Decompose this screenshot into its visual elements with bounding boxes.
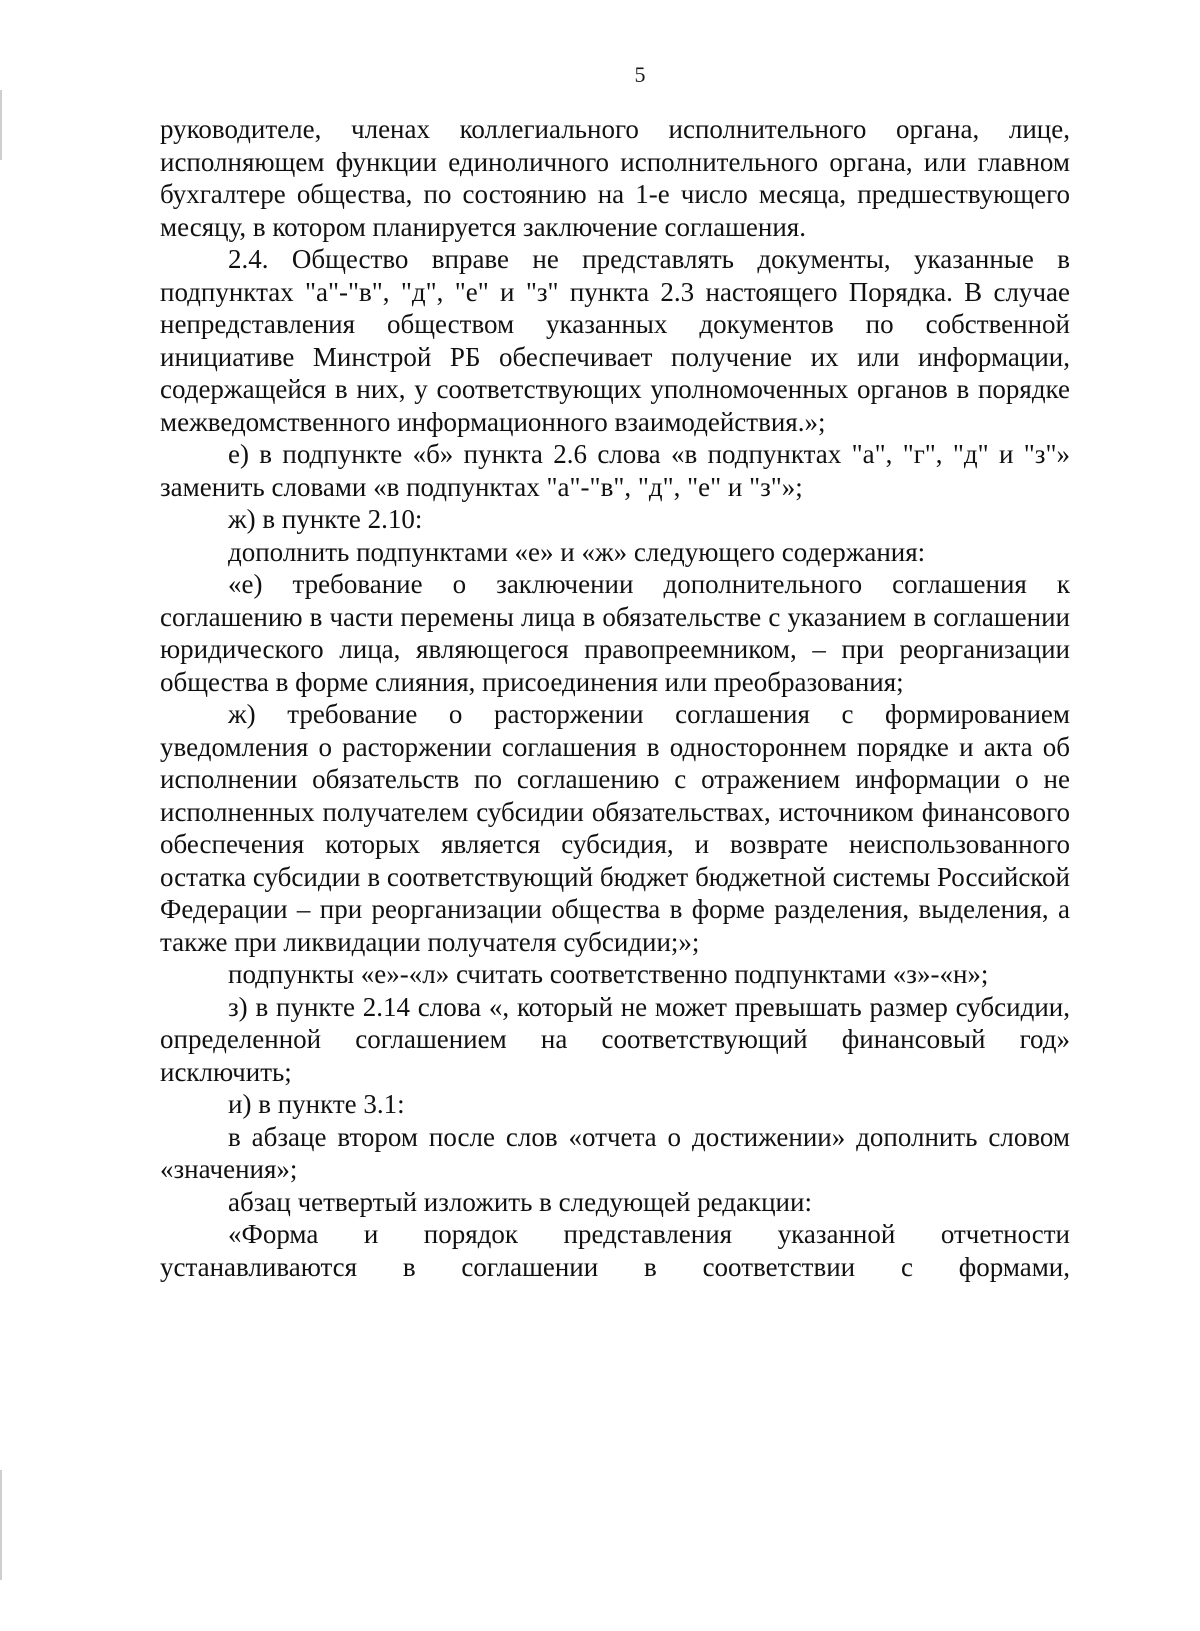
scan-edge-bottom	[0, 1470, 2, 1580]
document-body	[160, 113, 1070, 1283]
paragraph-forma: «Форма и порядок представления указанной отчетности устанавливаются в соглашении в соответствии с формами,	[160, 1219, 1070, 1282]
paragraph-abzats-4: абзац четвертый изложить в следующей редакции:	[228, 1186, 812, 1217]
paragraph-zh: ж) в пункте 2.10:	[228, 504, 423, 534]
paragraph-abzats-2: в абзаце втором после слов «отчета о достижении» дополнить словом «значения»;	[160, 1121, 1070, 1184]
paragraph-2-4: 2.4. Общество вправе не представлять документы, указанные в подпунктах "а"-"в", "д", "е" и "з" пункта 2.3 настоящего Порядка. В случае непредставления обществом указанных документов по собственной инициативе Минстрой РБ обеспечивает получение их или информации, содержащейся в них, у соответствующих уполномоченных органов в порядке межведомственного информационного взаимодействия.»;	[160, 244, 1070, 437]
paragraph-i: и) в пункте 3.1:	[228, 1089, 405, 1119]
paragraph-e: е) в подпункте «б» пункта 2.6 слова «в подпунктах "а", "г", "д" и "з"» заменить словами «в подпунктах "а"-"в", "д", "е" и "з"»;	[160, 439, 1070, 502]
scan-edge-top	[0, 90, 2, 160]
paragraph-z: з) в пункте 2.14 слова «, который не может превышать размер субсидии, определенной соглашением на соответствующий финансовый год» исключить;	[160, 991, 1070, 1087]
paragraph-renumber: подпункты «е»-«л» считать соответственно подпунктами «з»-«н»;	[228, 959, 989, 989]
page-number: 5	[634, 62, 646, 87]
paragraph-continuation: руководителе, членах коллегиального исполнительного органа, лице, исполняющем функции единоличного исполнительного органа, или главном бухгалтере общества, по состоянию на 1-е число месяца, предшествующего месяцу, в котором планируется заключение соглашения.	[160, 114, 1070, 242]
paragraph-add-subitems: дополнить подпунктами «е» и «ж» следующего содержания:	[228, 536, 926, 567]
paragraph-subitem-zh: ж) требование о расторжении соглашения с формированием уведомления о расторжении соглашения в одностороннем порядке и акта об исполнении обязательств по соглашению с отражением информации о не исполненных получателем субсидии обязательствах, источником финансового обеспечения которых является субсидия, и возврате неиспользованного остатка субсидии в соответствующий бюджет бюджетной системы Российской Федерации – при реорганизации общества в форме разделения, выделения, а также при ликвидации получателя субсидии;»;	[160, 699, 1070, 957]
paragraph-subitem-e: «е) требование о заключении дополнительного соглашения к соглашению в части перемены лица в обязательстве с указанием в соглашении юридического лица, являющегося правопреемником, – при реорганизации общества в форме слияния, присоединения или преобразования;	[160, 569, 1070, 697]
